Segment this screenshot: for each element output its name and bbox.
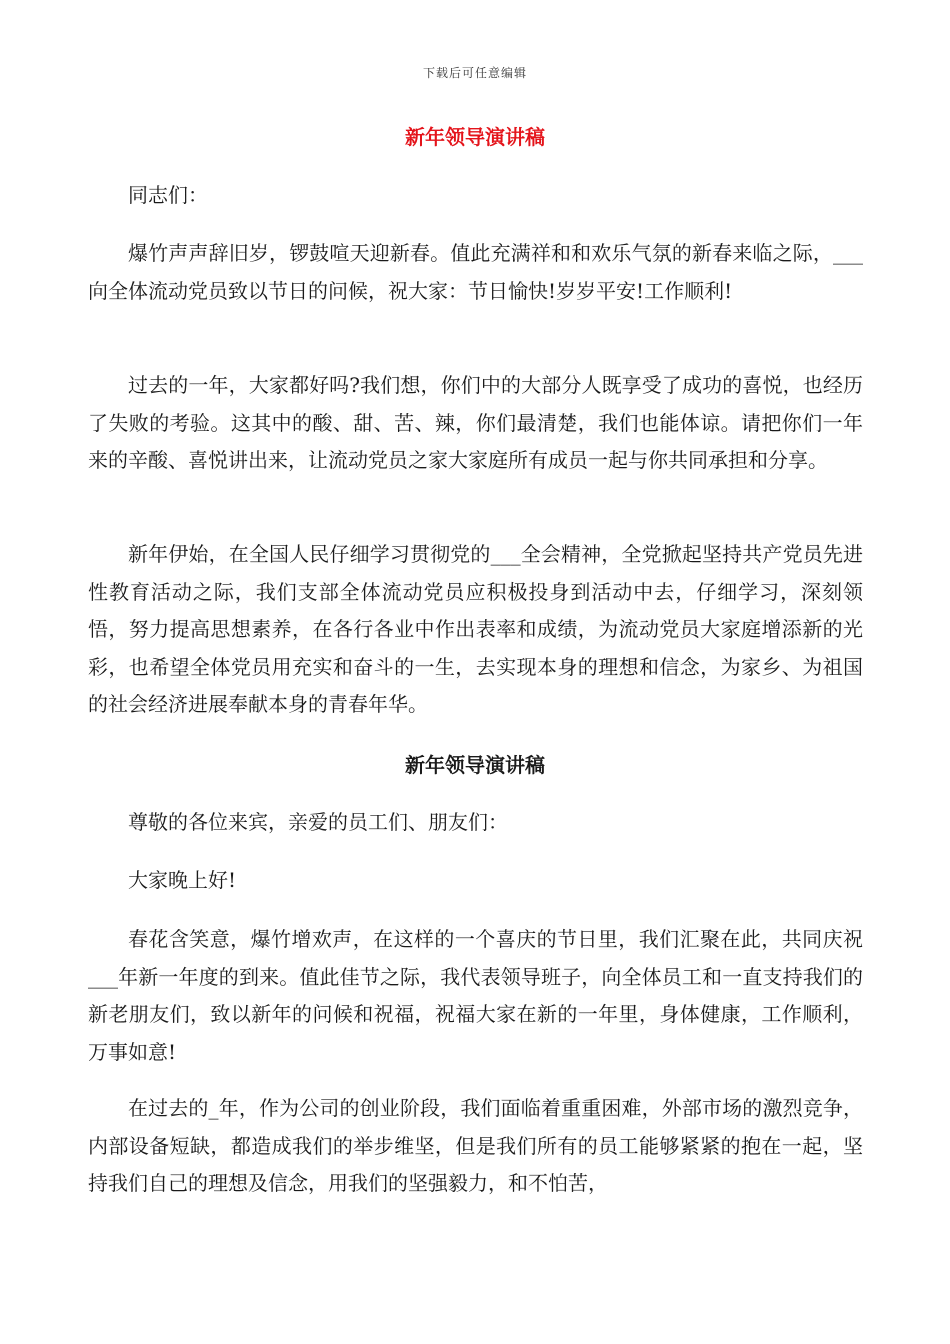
section-2-title: 新年领导演讲稿 bbox=[405, 753, 545, 777]
section-2-paragraph-1: 春花含笑意，爆竹增欢声，在这样的一个喜庆的节日里，我们汇聚在此，共同庆祝___年新一年度的到来。值此佳节之际，我代表领导班子，向全体员工和一直支持我们的新老朋友们，致以新年的问候和祝福，祝福大家在新的一年里，身体健康，工作顺利，万事如意! bbox=[88, 927, 863, 1064]
section-2-greeting: 尊敬的各位来宾，亲爱的员工们、朋友们： bbox=[128, 810, 508, 834]
section-1-paragraph-3: 新年伊始，在全国人民仔细学习贯彻党的___全会精神，全党掀起坚持共产党员先进性教育活动之际，我们支部全体流动党员应积极投身到活动中去，仔细学习，深刻领悟，努力提高思想素养，在各行各业中作出表率和成绩，为流动党员大家庭增添新的光彩，也希望全体党员用充实和奋斗的一生，去实现本身的理想和信念，为家乡、为祖国的社会经济进展奉献本身的青春年华。 bbox=[88, 542, 863, 716]
section-2-paragraph-2: 在过去的_年，作为公司的创业阶段，我们面临着重重困难，外部市场的激烈竞争，内部设备短缺，都造成我们的举步维坚，但是我们所有的员工能够紧紧的抱在一起，坚持我们自己的理想及信念，用我们的坚强毅力，和不怕苦， bbox=[88, 1096, 863, 1195]
section-2-salutation: 大家晚上好! bbox=[128, 868, 237, 892]
header-note: 下载后可任意编辑 bbox=[422, 66, 527, 80]
section-1-paragraph-2: 过去的一年，大家都好吗?我们想，你们中的大部分人既享受了成功的喜悦，也经历了失败的考验。这其中的酸、甜、苦、辣，你们最清楚，我们也能体谅。请把你们一年来的辛酸、喜悦讲出来，让流动党员之家大家庭所有成员一起与你共同承担和分享。 bbox=[88, 373, 863, 472]
section-1-greeting: 同志们： bbox=[128, 183, 208, 207]
section-1-paragraph-1: 爆竹声声辞旧岁，锣鼓喧天迎新春。值此充满祥和和欢乐气氛的新春来临之际，___向全体流动党员致以节日的问候，祝大家：节日愉快!岁岁平安!工作顺利! bbox=[88, 241, 863, 303]
section-1-title: 新年领导演讲稿 bbox=[405, 125, 545, 149]
